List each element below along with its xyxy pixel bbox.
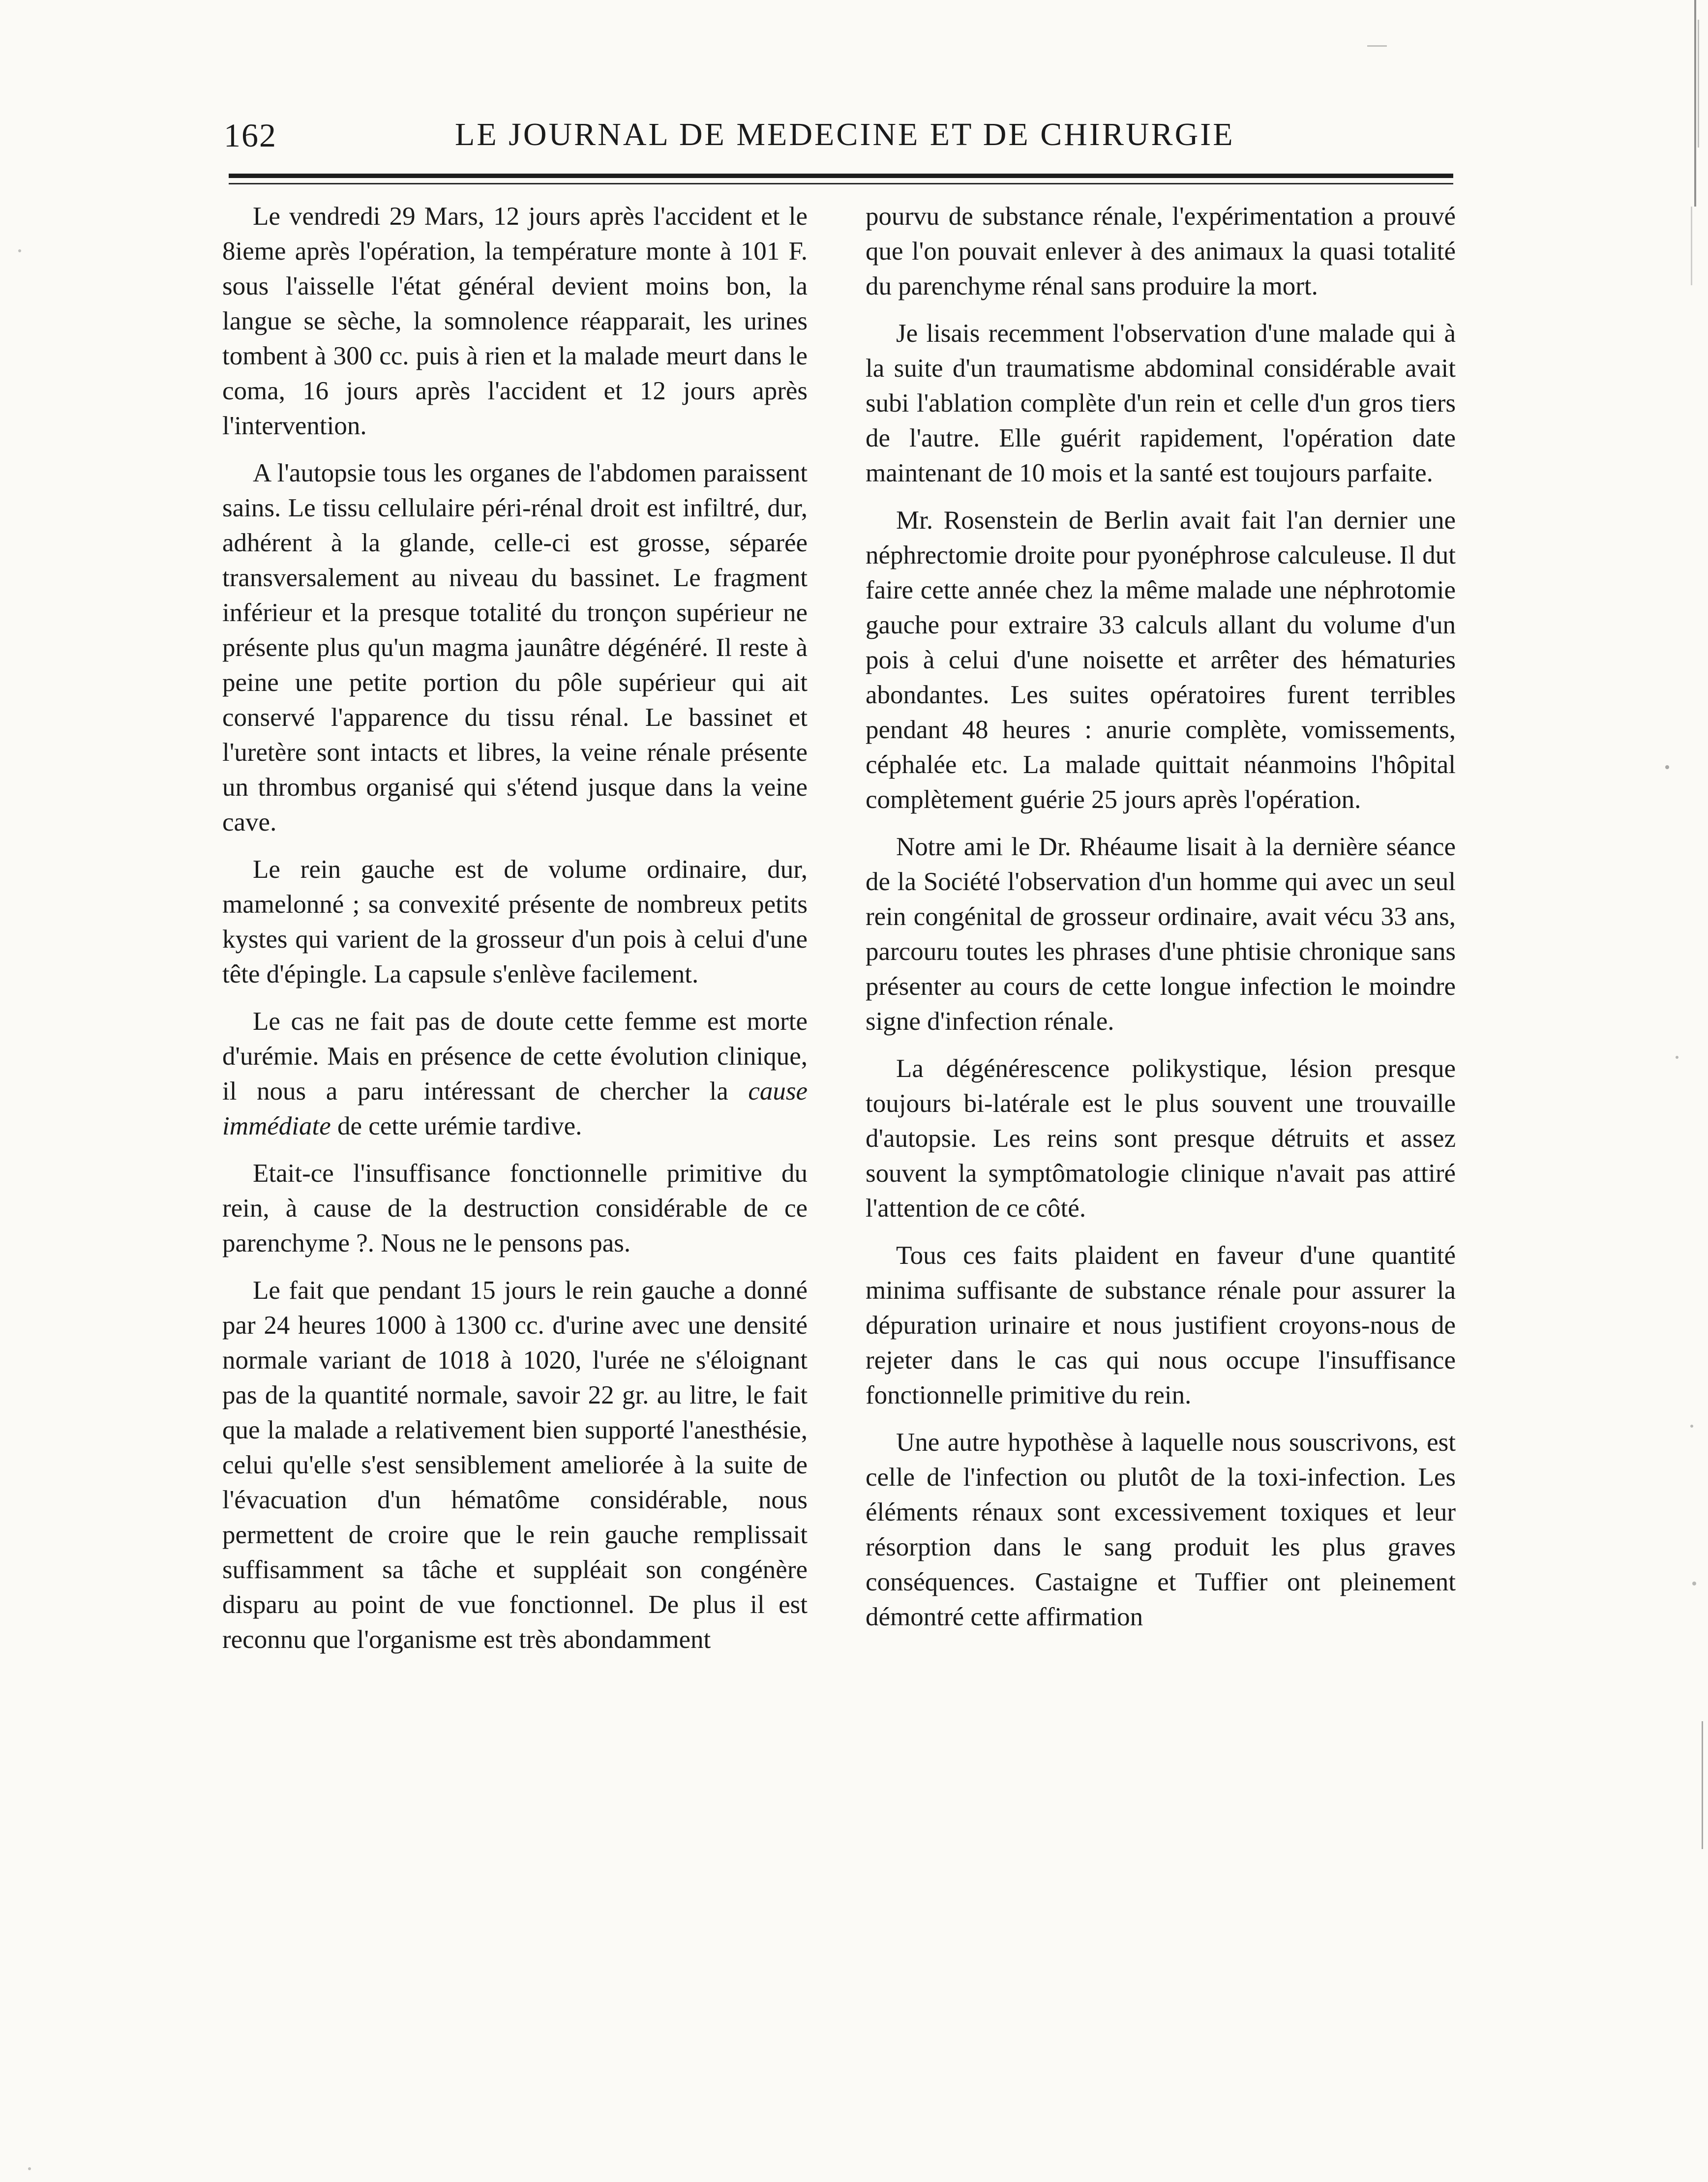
paragraph: Etait-ce l'insuffisance fonctionnelle primitive du rein, à cause de la destruction considérable de ce parenchyme ?. Nous ne le pensons pas. — [222, 1159, 808, 1257]
paragraph: Je lisais recemment l'observation d'une malade qui à la suite d'un traumatisme abdominal considérable avait subi l'ablation complète d'un rein et celle d'un gros tiers de l'autre. Elle guérit rapidement, l'opération date maintenant de 10 mois et la santé est toujours parfaite. — [866, 319, 1456, 487]
paragraph-continued: pourvu de substance rénale, l'expérimentation a prouvé que l'on pouvait enlever à des animaux la quasi totalité du parenchyme rénal sans produire la mort. — [866, 202, 1456, 300]
paragraph: Une autre hypothèse à laquelle nous souscrivons, est celle de l'infection ou plutôt de la toxi-infection. Les éléments rénaux sont excessivement toxiques et leur résorption dans le sang produit les plus graves conséquences. Castaigne et Tuffier ont pleinement démontré cette affirmation — [866, 1428, 1456, 1631]
emphasis-text: cause immédiate — [222, 1077, 808, 1140]
paragraph: Notre ami le Dr. Rhéaume lisait à la dernière séance de la Société l'observation d'un homme qui avec un seul rein congénital de grosseur ordinaire, avait vécu 33 ans, parcouru toutes les phrases d'une phtisie chronique sans présenter au cours de cette longue infection le moindre signe d'infection rénale. — [866, 833, 1456, 1036]
paragraph — [222, 1004, 808, 1144]
page-number: 162 — [224, 117, 277, 154]
running-header — [224, 112, 1453, 161]
paragraph: Le fait que pendant 15 jours le rein gauche a donné par 24 heures 1000 à 1300 cc. d'urine avec une densité normale variant de 1018 à 1020, l'urée ne s'éloignant pas de la quantité normale, savoir 22 gr. au litre, le fait que la malade a relativement bien supporté l'anesthésie, celui qu'elle s'est sensiblement ameliorée à la suite de l'évacuation d'un hématôme considérable, nous permettent de croire que le rein gauche remplissait suffisamment sa tâche et suppléait son congénère disparu au point de vue fonctionnel. De plus il est reconnu que l'organisme est très abondamment — [222, 1276, 808, 1654]
paragraph: A l'autopsie tous les organes de l'abdomen paraissent sains. Le tissu cellulaire péri-rénal droit est infiltré, dur, adhérent à la glande, celle-ci est grosse, séparée transversalement au niveau du bassinet. Le fragment inférieur et la presque totalité du tronçon supérieur ne présente plus qu'un magma jaunâtre dégénéré. Il reste à peine une petite portion du pôle supérieur qui ait conservé l'apparence du tissu rénal. Le bassinet et l'uretère sont intacts et libres, la veine rénale présente un thrombus organisé qui s'étend jusque dans la veine cave. — [222, 459, 808, 837]
paragraph-text: Le cas ne fait pas de doute cette femme est morte d'urémie. Mais en présence de cette évolution clinique, il nous a paru intéressant de chercher la — [222, 1007, 808, 1106]
journal-title: LE JOURNAL DE MEDECINE ET DE CHIRURGIE — [455, 117, 1235, 152]
paragraph: Mr. Rosenstein de Berlin avait fait l'an dernier une néphrectomie droite pour pyonéphrose calculeuse. Il dut faire cette année chez la même malade une néphrotomie gauche pour extraire 33 calculs allant du volume d'un pois à celui d'une noisette et arrêter des hématuries abondantes. Les suites opératoires furent terribles pendant 48 heures : anurie complète, vomissements, céphalée etc. La malade quittait néanmoins l'hôpital complètement guérie 25 jours après l'opération. — [866, 506, 1456, 814]
header-rule-thick — [229, 174, 1453, 178]
paragraph-text: de cette urémie tardive. — [330, 1112, 582, 1140]
paragraph: La dégénérescence polikystique, lésion presque toujours bi-latérale est le plus souvent une trouvaille d'autopsie. Les reins sont presque détruits et assez souvent la symptômatologie clinique n'avait pas attiré l'attention de ce côté. — [866, 1054, 1456, 1223]
paragraph: Le rein gauche est de volume ordinaire, dur, mamelonné ; sa convexité présente de nombreux petits kystes qui varient de la grosseur d'un pois à celui d'une tête d'épingle. La capsule s'enlève facilement. — [222, 855, 808, 988]
paragraph: Tous ces faits plaident en faveur d'une quantité minima suffisante de substance rénale pour assurer la dépuration urinaire et nous justifient croyons-nous de rejeter dans le cas qui nous occupe l'insuffisance fonctionnelle primitive du rein. — [866, 1241, 1456, 1409]
paragraph: Le vendredi 29 Mars, 12 jours après l'accident et le 8ieme après l'opération, la température monte à 101 F. sous l'aisselle l'état général devient moins bon, la langue se sèche, la somnolence réapparait, les urines tombent à 300 cc. puis à rien et la malade meurt dans le coma, 16 jours après l'accident et 12 jours après l'intervention. — [222, 202, 808, 440]
right-column — [866, 199, 1456, 1647]
left-column — [222, 199, 808, 1670]
header-rule-thin — [229, 183, 1453, 184]
